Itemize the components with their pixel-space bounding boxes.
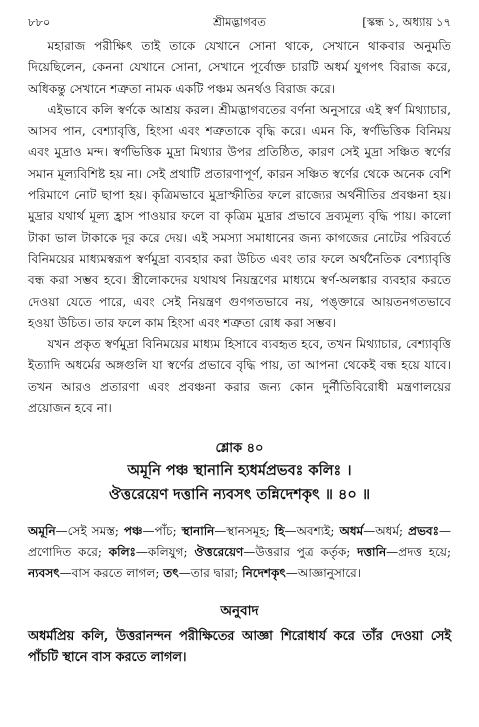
synonym-term: ঔত্তরেয়েণ — [194, 545, 244, 560]
verse-label: শ্লোক ৪০ — [215, 441, 264, 457]
synonym-term: কলিঃ — [108, 545, 136, 560]
synonym-item: নিদেশকৃৎ—আজ্ঞানুসারে। — [242, 566, 362, 581]
purport-paragraph-3: যখন প্রকৃত স্বর্ণমুদ্রা বিনিময়ের মাধ্যম হিসাবে ব্যবহৃত হবে, তখন মিথ্যাচার, বেশ্যাবৃত্তি ইত্যাদি অধর্মের অঙ্গগুলি যা স্বর্ণের প্রভাবে বৃদ্ধি পায়, তা আপনা থেকেই বন্ধ হয়ে যাবে। তখন আরও প্রতারণা এবং প্রবঞ্চনা করার জন্য কোন দুর্নীতিবিরোধী মন্ত্রণালয়ের প্রয়োজন হবে না। — [28, 337, 451, 416]
synonym-term: দত্তানি — [357, 545, 387, 560]
synonym-item: অমূনি—সেই সমস্ত; — [28, 524, 124, 539]
synonym-term: অধর্ম — [339, 524, 364, 539]
synonym-item: পঞ্চ—পাঁচ; — [123, 524, 182, 539]
section-reference: [স্কন্ধ ১, অধ্যায় ১৭ — [362, 15, 451, 29]
synonym-item: দত্তানি—প্রদত্ত হয়ে; — [357, 545, 451, 560]
synonym-meaning: উত্তরার পুত্র কর্তৃক; — [255, 545, 358, 560]
synonym-meaning: কলিযুগ; — [147, 545, 195, 560]
synonym-item: স্থানানি—স্থানসমূহ; — [181, 524, 275, 539]
synonym-meaning: স্থানসমূহ; — [226, 524, 275, 539]
synonym-meaning: প্রণোদিত করে; — [28, 545, 109, 560]
synonym-meaning: প্রদত্ত হয়ে; — [398, 545, 451, 560]
synonym-meaning: পাঁচ; — [154, 524, 182, 539]
synonym-term: হি — [274, 524, 285, 539]
synonym-item: হি—অবশ্যই; — [274, 524, 340, 539]
synonym-meaning: অবশ্যই; — [296, 524, 340, 539]
translation-heading: অনুবাদ — [220, 603, 259, 620]
synonym-meaning: অধর্ম; — [375, 524, 409, 539]
purport — [28, 36, 451, 419]
synonym-term: তৎ — [163, 566, 179, 581]
verse-block — [28, 439, 451, 507]
synonym-item: তৎ—তার দ্বারা; — [163, 566, 243, 581]
page-header — [28, 10, 451, 36]
synonym-term: অমূনি — [28, 524, 56, 539]
synonym-item: অধর্ম—অধর্ম; — [339, 524, 409, 539]
verse-line-2: ঔত্তরেয়েণ দত্তানি ন্যবসৎ তন্নিদেশকৃৎ ॥ ৪০ ॥ — [108, 486, 371, 504]
purport-paragraph-1: মহারাজ পরীক্ষিৎ তাই তাকে যেখানে সোনা থাকে, সেখানে থাকবার অনুমতি দিয়েছিলেন, কেননা যেখানে সোনা, সেখানে পূর্বোক্ত চারটি অধর্ম যুগপৎ বিরাজ করে, অধিকন্তু সেখানে শত্রুতা নামক একটি পঞ্চম অনর্থও বিরাজ করে। — [28, 39, 451, 96]
page-number: ৮৮০ — [28, 15, 51, 29]
synonym-term: পঞ্চ — [123, 524, 143, 539]
purport-paragraph-2: এইভাবে কলি স্বর্ণকে আশ্রয় করল। শ্রীমদ্ভাগবতের বর্ণনা অনুসারে এই স্বর্ণ মিথ্যাচার, আসব পান, বেশ্যাবৃত্তি, হিংসা এবং শত্রুতাকে বৃদ্ধি করে। এমন কি, স্বর্ণভিত্তিক বিনিময় এবং মুদ্রাও মন্দ। স্বর্ণভিত্তিক মুদ্রা মিথ্যার উপর প্রতিষ্ঠিত, কারণ সেই মুদ্রা সঞ্চিত স্বর্ণের সমান মূল্যবিশিষ্ট হয় না। সেই প্রথাটি প্রতারণাপূর্ণ, কারন সঞ্চিত স্বর্ণের থেকে অনেক বেশি পরিমাণে নোট ছাপা হয়। কৃত্রিমভাবে মুদ্রাস্ফীতির ফলে রাজ্যের অর্থনীতির প্রবঞ্চনা হয়। মুদ্রার যথার্থ মূল্য হ্রাস পাওয়ার ফলে বা কৃত্রিম মুদ্রার প্রভাবে দ্রব্যমূল্য বৃদ্ধি পায়। কালো টাকা ভাল টাকাকে দূর করে দেয়। এই সমস্যা সমাধানের জন্য কাগজের নোটের পরিবর্তে বিনিময়ের মাধ্যমস্বরূপ স্বর্ণমুদ্রা ব্যবহার করা উচিত এবং তার ফলে অর্থনৈতিক বেশ্যাবৃত্তি বন্ধ করা সম্ভব হবে। স্ত্রীলোকদের যথাযথ নিয়ন্ত্রণের মাধ্যমে স্বর্ণ-অলঙ্কার ব্যবহার করতে দেওয়া যেতে পারে, এবং সেই নিয়ন্ত্রণ গুণগতভাবে নয়, পঙ্ক্তারে আয়তনগতভাবে হওয়া উচিত। তার ফলে কাম হিংসা এবং শত্রুতা রোধ করা সম্ভব। — [28, 102, 451, 330]
synonym-item: কলিঃ—কলিযুগ; — [108, 545, 195, 560]
synonym-meaning: আজ্ঞানুসারে। — [297, 566, 362, 581]
synonym-term: নিদেশকৃৎ — [242, 566, 286, 581]
synonym-term: প্রভবঃ — [408, 524, 439, 539]
synonym-term: ন্যবসৎ — [28, 566, 60, 581]
synonym-meaning: সেই সমস্ত; — [67, 524, 124, 539]
running-title: শ্রীমদ্ভাগবত — [213, 15, 266, 29]
synonyms — [28, 521, 451, 584]
synonym-item: ঔত্তরেয়েণ—উত্তরার পুত্র কর্তৃক; — [194, 545, 358, 560]
synonym-term: স্থানানি — [181, 524, 215, 539]
synonym-meaning: বাস করতে লাগল; — [71, 566, 164, 581]
verse-line-1: অমূনি পঞ্চ স্থানানি হ্যধর্মপ্রভবঃ কলিঃ । — [127, 462, 352, 480]
translation-text: অধর্মপ্রিয় কলি, উত্তরানন্দন পরীক্ষিতের আজ্ঞা শিরোধার্য করে তাঁর দেওয়া সেই পাঁচটি স্থানে বাস করতে লাগল। — [28, 629, 451, 666]
synonym-item: প্রভবঃ—প্রণোদিত করে; — [28, 524, 451, 560]
synonym-item: ন্যবসৎ—বাস করতে লাগল; — [28, 566, 164, 581]
synonym-meaning: তার দ্বারা; — [190, 566, 243, 581]
